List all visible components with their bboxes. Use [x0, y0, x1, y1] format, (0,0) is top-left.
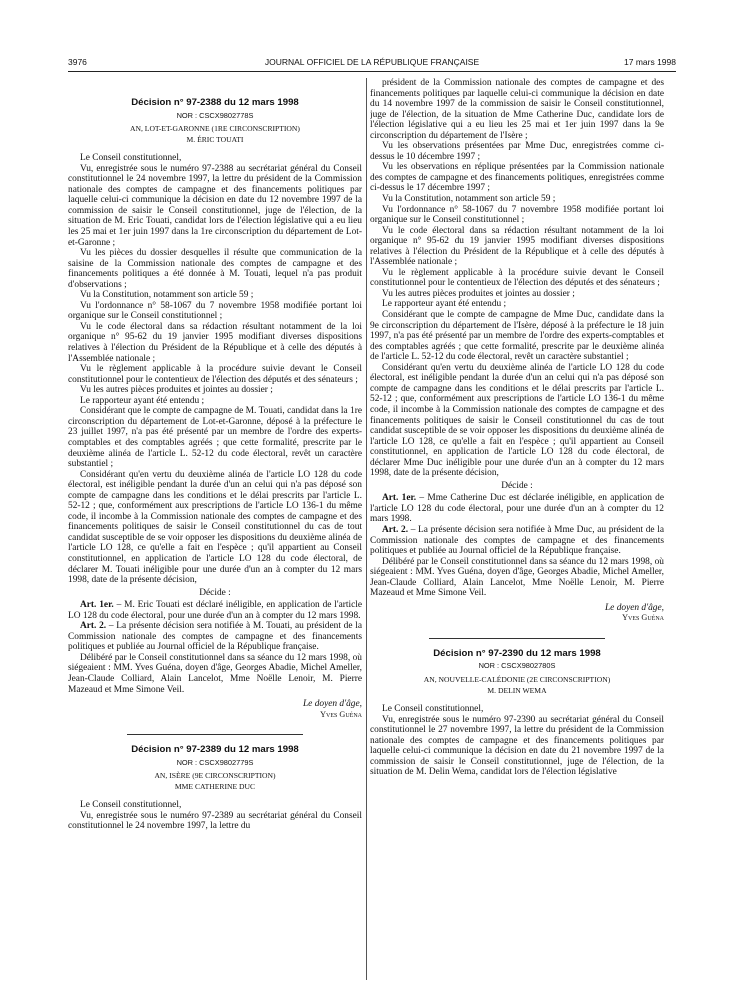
- paragraph: Vu les observations en réplique présentées par la Commission nationale des comptes de campagne et des financements politiques, enregistrées comme ci-dessus le 17 décembre 1997 ;: [370, 162, 664, 194]
- right-column: [370, 78, 664, 980]
- page-number: 3976: [68, 57, 87, 67]
- article-label: Art. 2.: [382, 524, 409, 535]
- decision-subtitle: AN, NOUVELLE-CALÉDONIE (2E CIRCONSCRIPTION): [423, 674, 611, 684]
- paragraph: Le rapporteur ayant été entendu ;: [382, 299, 507, 310]
- left-column: [68, 78, 362, 980]
- signature-role: Le doyen d'âge,: [604, 602, 664, 613]
- paragraph: Vu, enregistrée sous le numéro 97-2389 au secrétariat général du Conseil constitutionnel le 24 novembre 1997, la lettre du: [68, 810, 362, 832]
- decision-party: M. DELIN WEMA: [487, 685, 547, 695]
- paragraph: Vu les autres pièces produites et jointes au dossier ;: [382, 288, 575, 299]
- decision-party: MME CATHERINE DUC: [174, 781, 256, 791]
- issue-date: 17 mars 1998: [624, 57, 676, 67]
- article-text: – Mme Catherine Duc est déclarée inéligible, en application de l'article LO 128 du code électoral, pour une durée d'un an à compter du 12 mars 1998.: [370, 493, 664, 525]
- signature-name: Yves Guéna: [622, 613, 664, 623]
- paragraph: Considérant qu'en vertu du deuxième alinéa de l'article LO 128 du code électoral, est inéligible pendant la durée d'un an celui qui n'a pas déposé son compte de campagne dans les conditions et le délai prescrits par l'article L. 52-12 ; que, conformément aux prescriptions de l'article LO 136-1 du même code, il incombe à la Commission nationale des comptes de campagne et des financements politiques de saisir le Conseil constitutionnel du cas de tout candidat susceptible de se voir opposer les dispositions du deuxième alinéa de l'article LO 128, ce qu'elle a fait en l'espèce ; qu'il appartient au Conseil constitutionnel, en application de l'article LO 128 du code électoral, de déclarer M. Touati inéligible pour une durée d'un an à compter du 12 mars 1998, date de la présente décision,: [68, 469, 362, 586]
- paragraph: Vu l'ordonnance n° 58-1067 du 7 novembre 1958 modifiée portant loi organique sur le Conseil constitutionnel ;: [370, 204, 664, 226]
- paragraph: Le Conseil constitutionnel,: [382, 704, 484, 715]
- decision-title: Décision n° 97-2388 du 12 mars 1998: [131, 97, 299, 108]
- paragraph: Vu, enregistrée sous le numéro 97-2388 au secrétariat général du Conseil constitutionnel le 24 novembre 1997, la lettre du président de la Commission nationale des comptes de campagne et des financements politiques par laquelle celui-ci communique la décision en date du 12 novembre 1997 de la commission de saisir le Conseil constitutionnel, juge de l'élection, de la situation de M. Eric Touati, candidat lors de l'élection législative qui a eu lieu les 25 mai et 1er juin 1997 dans la 1re circonscription du département de Lot-et-Garonne ;: [68, 163, 362, 248]
- article-1: [68, 600, 362, 621]
- paragraph: Vu, enregistrée sous le numéro 97-2390 au secrétariat général du Conseil constitutionnel le 27 novembre 1997, la lettre du président de la Commission nationale des comptes de campagne et des financements politiques par laquelle celui-ci communique la décision en date du 21 novembre 1997 de la commission de saisir le Conseil constitutionnel, juge de l'élection, de la situation de M. Delin Wema, candidat lors de l'élection législative: [370, 714, 664, 778]
- decision-nor: NOR : CSCX9802779S: [176, 757, 254, 767]
- decision-separator: [429, 638, 605, 639]
- journal-title: JOURNAL OFFICIEL DE LA RÉPUBLIQUE FRANÇAISE: [264, 57, 480, 67]
- article-label: Art. 2.: [80, 621, 107, 632]
- article-text: – M. Eric Touati est déclaré inéligible, en application de l'article LO 128 du code électoral, pour une durée d'un an à compter du 12 mars 1998.: [68, 600, 362, 621]
- paragraph: Considérant que le compte de campagne de M. Touati, candidat dans la 1re circonscription du département de Lot-et-Garonne, déposé à la préfecture le 23 juillet 1997, n'a pas été présenté par un membre de l'ordre des experts-comptables et des comptables agréés ; que cette formalité, prescrite par le deuxième alinéa de l'article L. 52-12 du code électoral, revêt un caractère substantiel ;: [68, 406, 362, 470]
- decision-subtitle: AN, LOT-ET-GARONNE (1RE CIRCONSCRIPTION): [130, 124, 300, 134]
- decision-separator: [127, 734, 303, 735]
- paragraph: Considérant qu'en vertu du deuxième alinéa de l'article LO 128 du code électoral, est inéligible pendant la durée d'un an celui qui n'a pas déposé son compte de campagne dans les conditions et le délai prescrits par l'article L. 52-12 ; que, conformément aux prescriptions de l'article LO 136-1 du même code, il incombe à la Commission nationale des comptes de campagne et des financements politiques de saisir le Conseil constitutionnel du cas de tout candidat susceptible de se voir opposer les dispositions du deuxième alinéa de l'article LO 128, ce qu'elle a fait en l'espèce ; qu'il appartient au Conseil constitutionnel, en application de l'article LO 128 du code électoral, de déclarer Mme Duc inéligible pour une durée d'un an à compter du 12 mars 1998, date de la présente décision,: [370, 362, 664, 479]
- article-label: Art. 1er.: [80, 600, 114, 611]
- paragraph: Le Conseil constitutionnel,: [80, 153, 182, 164]
- paragraph: Vu la Constitution, notamment son article 59 ;: [80, 290, 254, 301]
- paragraph: Vu le code électoral dans sa rédaction résultant notamment de la loi organique n° 95-62 du 19 janvier 1995 modifiant diverses dispositions relatives à l'élection du Président de la République et à celle des députés à l'Assemblée nationale ;: [68, 321, 362, 364]
- paragraph: Le rapporteur ayant été entendu ;: [80, 395, 205, 406]
- paragraph: Vu le règlement applicable à la procédure suivie devant le Conseil constitutionnel pour le contentieux de l'élection des députés et des sénateurs ;: [68, 364, 362, 385]
- article-1: [370, 493, 664, 525]
- decision-body: [68, 153, 362, 585]
- article-2: [370, 525, 664, 557]
- paragraph: Considérant que le compte de campagne de Mme Duc, candidate dans la 9e circonscription du département de l'Isère, déposé à la préfecture le 18 juin 1997, n'a pas été présenté par un membre de l'ordre des experts-comptables et des comptables agréés ; que cette formalité, prescrite par le deuxième alinéa de l'article L. 52-12 du code électoral, revêt un caractère substantiel ;: [370, 310, 664, 363]
- column-divider: [366, 78, 367, 980]
- paragraph: Vu le code électoral dans sa rédaction résultant notamment de la loi organique n° 95-62 du 19 janvier 1995 modifiant diverses dispositions relatives à l'élection du Président de la République et à celle des députés à l'Assemblée nationale ;: [370, 225, 664, 268]
- signature-name: Yves Guéna: [320, 709, 362, 719]
- page-header: [68, 55, 676, 72]
- decision-body: [68, 800, 362, 832]
- paragraph: président de la Commission nationale des comptes de campagne et des financements politiques par laquelle celui-ci communique la décision en date du 14 novembre 1997 de la commission de saisir le Conseil constitutionnel, juge de l'élection, de la situation de Mme Catherine Duc, candidate lors de l'élection législative qui a eu lieu les 25 mai et 1er juin 1997 dans la 9e circonscription du département de l'Isère ;: [370, 78, 664, 141]
- signature-role: Le doyen d'âge,: [302, 699, 362, 710]
- decision-title: Décision n° 97-2390 du 12 mars 1998: [433, 647, 601, 659]
- article-text: – La présente décision sera notifiée à Mme Duc, au président de la Commission nationale des comptes de campagne et des financements politiques et publiée au Journal officiel de la République française.: [370, 524, 664, 557]
- decision-body-continued: [370, 78, 664, 479]
- article-text: – La présente décision sera notifiée à M. Touati, au président de la Commission nationale des comptes de campagne et des financements politiques et publiée au Journal officiel de la République française.: [68, 621, 362, 653]
- decision-nor: NOR : CSCX9802778S: [176, 110, 254, 120]
- paragraph: Vu les pièces du dossier desquelles il résulte que communication de la saisine de la Commission nationale des comptes de campagne et des financements politiques a été donnée à M. Touati, lequel n'a pas produit d'observations ;: [68, 248, 362, 290]
- paragraph: Vu le règlement applicable à la procédure suivie devant le Conseil constitutionnel pour le contentieux de l'élection des députés et des sénateurs ;: [370, 267, 664, 289]
- article-2: [68, 621, 362, 653]
- paragraph: Vu l'ordonnance n° 58-1067 du 7 novembre 1958 modifiée portant loi organique sur le Conseil constitutionnel ;: [68, 300, 362, 322]
- paragraph: Vu les observations présentées par Mme Duc, enregistrées comme ci-dessus le 10 décembre 1997 ;: [370, 141, 664, 162]
- decision-subtitle: AN, ISÈRE (9E CIRCONSCRIPTION): [154, 771, 276, 781]
- paragraph: Vu la Constitution, notamment son article 59 ;: [382, 194, 556, 205]
- decision-title: Décision n° 97-2389 du 12 mars 1998: [131, 744, 299, 756]
- decision-body: [370, 704, 664, 778]
- deliberation: Délibéré par le Conseil constitutionnel dans sa séance du 12 mars 1998, où siégeaient : MM. Yves Guéna, doyen d'âge, Georges Abadie, Michel Ameller, Jean-Claude Colliard, Alain Lancelot, Mme Noëlle Lenoir, M. Pierre Mazeaud et Mme Simone Veil.: [68, 652, 362, 695]
- decision-nor: NOR : CSCX9802780S: [478, 661, 556, 671]
- article-label: Art. 1er.: [382, 493, 417, 504]
- decide-heading: Décide :: [199, 587, 231, 598]
- paragraph: Vu les autres pièces produites et jointes au dossier ;: [80, 385, 273, 396]
- deliberation: Délibéré par le Conseil constitutionnel dans sa séance du 12 mars 1998, où siégeaient : MM. Yves Guéna, doyen d'âge, Georges Abadie, Michel Ameller, Jean-Claude Colliard, Alain Lancelot, Mme Noëlle Lenoir, M. Pierre Mazeaud et Mme Simone Veil.: [370, 556, 664, 599]
- decide-heading: Décide :: [501, 480, 533, 491]
- paragraph: Le Conseil constitutionnel,: [80, 800, 182, 811]
- decision-party: M. ÉRIC TOUATI: [186, 134, 244, 144]
